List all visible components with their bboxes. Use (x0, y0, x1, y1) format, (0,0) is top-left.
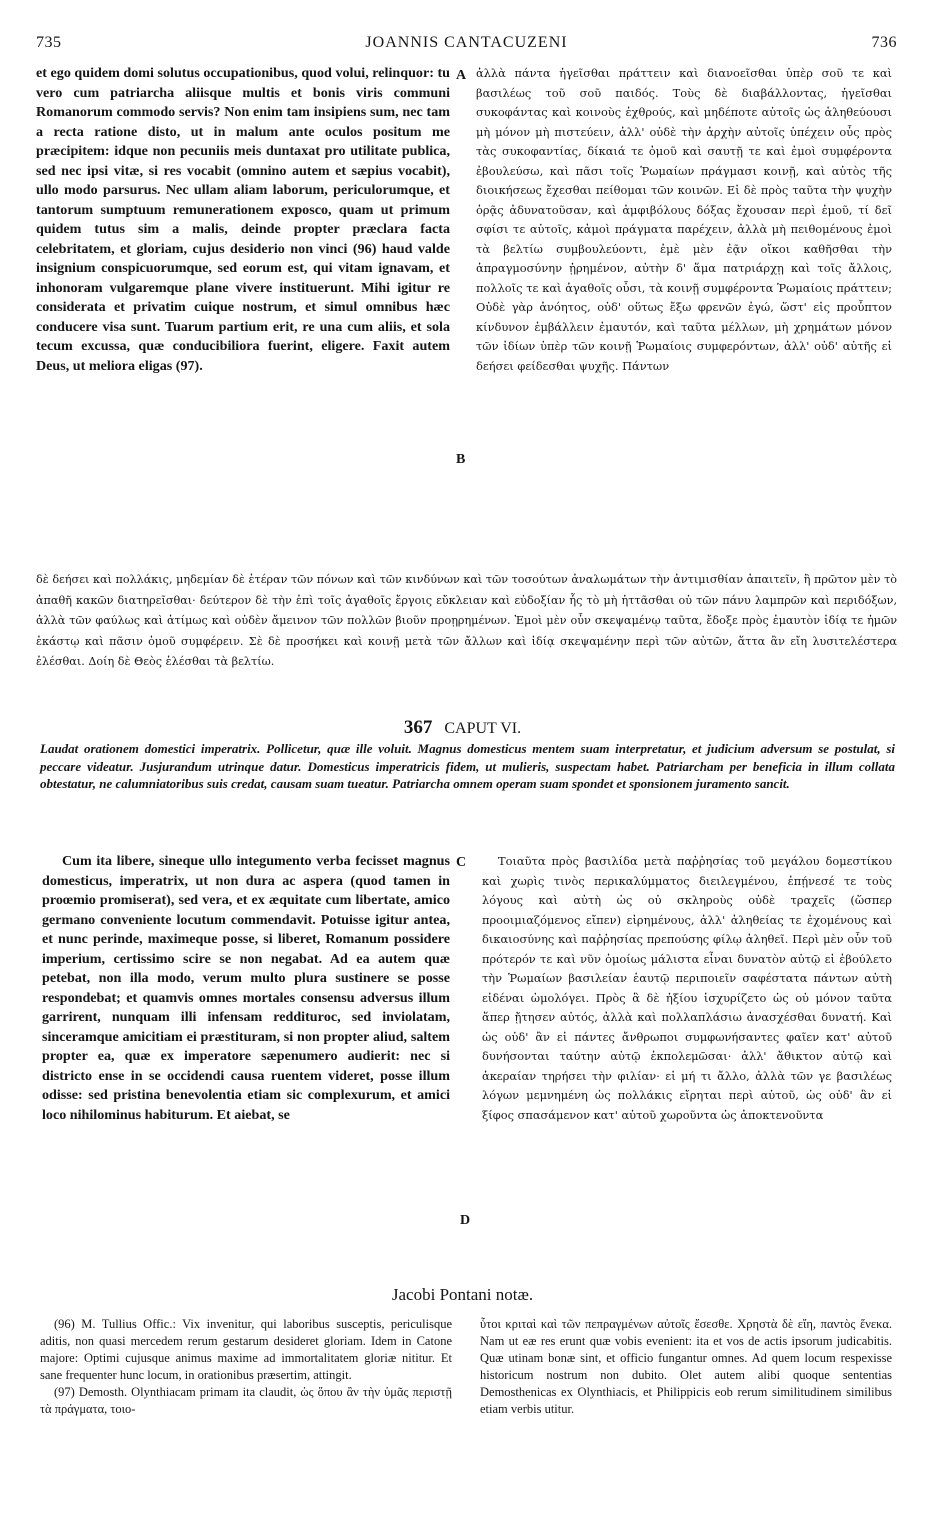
marker-a: A (456, 68, 467, 83)
note-96: (96) M. Tullius Offic.: Vix invenitur, qui laboribus susceptis, periculisque aditis, non quasi mercedem rerum gestarum desideret gloriam. Idem in Catone majore: Optimi cujusque animus maxime ad immortalitatem gloriæ nititur. Et sane frequenter hunc locum, in orationibus præsertim, attingit. (40, 1317, 452, 1382)
page-number-right: 736 (871, 34, 897, 51)
chapter-number: 367 (403, 717, 433, 738)
top-latin-text: et ego quidem domi solutus occupationibus, quod volui, relinquor: tu vero cum patriarcha aliisque multis et bonis viris communi Romanorum commodo servis? Non enim tam insipiens sum, nec tam a recta ratione disto, ut in malum ante oculos positum me præcipitem: idque non pecuniis meis duntaxat pro utilitate publica, sed nec ipsi vitæ, si res vocabit (omnino autem et sæpius vocabit), ullo modo parsurus. Nec ullam aliam laborum, periculorumque, et tantorum sumptuum remunerationem exposco, quam ut primum quidem tutus sim a malis, deinde propter præclara facta celebritatem, et gloriam, cujus desiderio non vinci (96) haud valde insignium conspicuorumque, sed eorum est, qui vitam ignavam, et inhonoram vulgaremque plane vivere instituerunt. Mihi igitur re considerata et privatim cuique nostrum, et simul omnibus hæc conducere visa sunt. Tuarum partium erit, re una cum aliis, et sola tecum excussa, quæ conducibiliora fuerint, eligere. Faxit autem Deus, ut meliora eligas (97). (36, 65, 450, 374)
page-number-left: 735 (36, 34, 62, 51)
marker-d: D (460, 1213, 471, 1228)
top-latin-column (36, 64, 450, 376)
top-greek-text: ἀλλὰ πάντα ἡγεῖσθαι πράττειν καὶ διανοεῖσθαι ὑπὲρ σοῦ τε καὶ βασιλέως τοῦ σοῦ παιδός. Τοὺς δὲ διαβάλλοντας, ἡγεῖσθαι συκοφάντας καὶ κοινοὺς ἐχθρούς, καὶ μηδέποτε αὐτοῖς ὡς ἀληθεύουσι μὴ μόνον μὴ πιστεύειν, ἀλλ' οὐδὲ τὴν ἀρχὴν αὐτοῖς ὑπέχειν οὖς πρὸς τὰς συκοφαντίας, δίκαιά τε ὁμοῦ καὶ σαυτῇ τε καὶ ἐμοὶ συμφέροντα ἐβουλεύσω, καὶ πᾶσι τοῖς Ῥωμαίων πράγμασι κοινῇ, καὶ αὐτὸς τῆς διοικήσεως ἔχεσθαι πείθομαι τῶν κοινῶν. Εἰ δὲ πρὸς ταῦτα τὴν ψυχὴν ὁρᾷς ἀδυνατοῦσαν, καὶ ἀμφιβόλους δόξας ἔχουσαν περὶ ἐμοῦ, τί δεῖ σφίσι τε αὐτοῖς, κἀμοὶ πράγματα παρέχειν, ἀλλὰ μὴ πειθομένους ἐμοὶ τὰ βελτίω συμβουλεύοντι, ἐμὲ μὲν ἐᾷν οἴκοι καθῆσθαι τὴν ἀπραγμοσύνην ᾑρημένον, αὐτὴν δ' ἅμα πατριάρχῃ καὶ τοῖς ἄλλοις, πολλοῖς τε καὶ ἀγαθοῖς οὖσι, τὰ κοινῇ συμφέροντα Ῥωμαίοις πράττειν; Οὐδὲ γὰρ ἀνόητος, οὐδ' οὕτως ἔξω φρενῶν ἐγώ, ὥστ' εἰς προὖπτον κίνδυνον ἐμβάλλειν ἐμαυτόν, καὶ ταῦτα μέλλων, μὴ χρημάτων μόνον τῶν ἰδίων ὑπὲρ τῶν κοινῇ Ῥωμαίοις συμφερόντων, ἀλλ' οὐδ' αὐτῆς εἰ δεήσει φείδεσθαι ψυχῆς. Πάντων (476, 66, 892, 373)
lower-greek-column (482, 852, 892, 1125)
marker-b: B (456, 452, 466, 467)
chapter-summary-text: Laudat orationem domestici imperatrix. Pollicetur, quæ ille voluit. Magnus domesticus mentem suam interpretatur, et judicium adversum se postulat, si peccare videatur. Jusjurandum utrinque datur. Domesticus imperatricis fidem, ut mulieris, suspectam habet. Patriarcham per beneficia in illum collata obtestatur, ne calumniatoribus suis credat, causam suam tueatur. Patriarcha omnem operam suam spondet et sponsionem juramento sancit. (40, 741, 895, 791)
chapter-summary (40, 740, 895, 793)
notes-heading: Jacobi Pontani notæ. (391, 1285, 534, 1304)
chapter-title: CAPUT VI. (444, 720, 522, 737)
notes-left-column (40, 1316, 452, 1418)
marker-c: C (456, 855, 467, 870)
greek-span-text: δὲ δεήσει καὶ πολλάκις, μηδεμίαν δὲ ἑτέραν τῶν πόνων καὶ τῶν κινδύνων καὶ τῶν τοσούτων ἀναλωμάτων τὴν ἀντιμισθίαν ἀπαιτεῖν, ἢ πρῶτον μὲν τὸ ἀπαθῆ κακῶν διατηρεῖσθαι· δεύτερον δὲ τὴν ἐπὶ τοῖς ἀγαθοῖς ἔργοις εὔκλειαν καὶ εὐδοξίαν ἧς τὸ μὴ ἡττᾶσθαι οὐ τῶν πάνυ λαμπρῶν καὶ περιδόξων, ἀλλὰ τῶν φαύλως καὶ ἀτίμως καὶ οὐδὲν ἄμεινον τῶν πολλῶν βιοῦν προῃρημένων. Ἐμοὶ μὲν οὖν σκεψαμένῳ ταῦτα, ἔδοξε πρὸς ἐμαυτὸν ἰδίᾳ τε ἡμῶν ἑκάστῳ καὶ πᾶσιν ὁμοῦ συμφέρειν. Σὲ δὲ προσήκει καὶ κοινῇ μετὰ τῶν ἄλλων καὶ ἰδίᾳ σκεψαμένην περὶ τῶν αὐτῶν, ἅττα ἂν εἴη λυσιτελέστερα ἑλέσθαι. Δοίη δὲ Θεὸς ἑλέσθαι τὰ βελτίω. (36, 573, 897, 668)
page-header (36, 34, 897, 56)
top-greek-column (476, 64, 892, 376)
notes-right-column (480, 1316, 892, 1418)
greek-full-width-passage (36, 570, 897, 673)
lower-latin-column (42, 852, 450, 1125)
note-97-continued: ὗτοι κριταὶ καὶ τῶν πεπραγμένων αὐτοῖς ἔσεσθε. Χρηστὰ δὲ εἴη, παντὸς ἕνεκα. Nam ut eæ res erunt quæ vobis evenient: ita et vos de actis ipsorum judicabitis. Quæ utinam bonæ sint, et officio fungantur omnes. Ad quem locum respexisse historicum nostrum non dubito. Olet autem alibi quoque sententias Demosthenicas ex Olynthiacis, et Philippicis eob rerum similitudinem similibus etiam verbis utitur. (480, 1317, 892, 1416)
lower-latin-text: Cum ita libere, sineque ullo integumento verba fecisset magnus domesticus, imperatrix, ut non dura ac aspera (quod tamen in proœmio promiserat), sed vera, et ex æquitate cum libertate, amico germano conveniente locutum commendavit. Potuisse igitur antea, et nunc perinde, maximeque posse, si liberet, Romanum possidere imperium, certissimo scire se non negabat. Ad ea autem quæ petebat, non illa modo, verum multo plura sustinere se posse respondebat; et quamvis omnes mortales consensu adversus illum garrirent, nunquam illi infensam redditurос, sed inviolatam, sinceramque amicitiam ei præstituram, si non propter aliud, saltem propter ea, quæ ex imperatore sæpenumero audierit: nec si districto ense in se occidendi causa ruentem videret, posse illum odisse: sed pristina benevolentia etiam sic complexurum, et amici loco nihilominus habiturum. Et aiebat, se (42, 853, 450, 1123)
running-head: JOANNIS CANTACUZENI (365, 34, 568, 51)
note-97: (97) Demosth. Olynthiacam primam ita claudit, ὡς ὅπου ἂν τὴν ὑμᾶς περιστῇ τὰ πράγματα, τοιο- (40, 1385, 452, 1416)
lower-greek-text: Τοιαῦτα πρὸς βασιλίδα μετὰ παῤῥησίας τοῦ μεγάλου δομεστίκου καὶ χωρὶς τινὸς περικαλύμματος διειλεγμένου, ἐπῄνεσέ τε τοὺς λόγους καὶ αὐτὴ ὡς οὐ σκληροὺς οὐδὲ τραχεῖς (ὥσπερ προοιμιαζόμενος εἴπεν) εἰρημένους, ἀλλ' ἀληθείας τε ἐχομένους καὶ δικαιοσύνης καὶ παῤῥησίας πρεπούσης φίλῳ ἀληθεῖ. Περὶ μὲν οὖν τοῦ πρότερόν τε καὶ νῦν ὁμοίως μάλιστα εἶναι δυνατὸν αὐτῷ εἰ ἐβούλετο τὴν Ῥωμαίων βασιλείαν ἑαυτῷ περιποιεῖν σαφέστατα πάντων αὐτὴ εἰδέναι ὡμολόγει. Πρὸς ἃ δὲ ἠξίου ἰσχυρίζετο ὡς οὐ μόνον ταῦτα ἅπερ ᾔτησεν αὐτός, ἀλλὰ καὶ πολλαπλάσιω ἀνασχέσθαι δυνατή. Καὶ ὡς οὐδ' ἂν εἰ πάντες ἄνθρωποι συμφωνήσαντες φαῖεν κατ' αὐτοῦ δυνήσονται ταύτην αὐτῷ ἐκπολεμῶσαι· ἀλλ' ἄθικτον αὐτῷ καὶ ἀκεραίαν τηρήσει τὴν φιλίαν· εἰ μή τι ἄλλο, ἀλλὰ τῶν γε βασιλέως λόγων μεμνημένη ὡς πολλάκις εἴρηται περὶ αὐτοῦ, ὡς οὐδ' ἂν εἰ ξίφος σπασάμενον κατ' αὐτοῦ χωροῦντα ὡς ἀποκτενοῦντα (482, 854, 892, 1122)
chapter-heading (0, 717, 925, 739)
